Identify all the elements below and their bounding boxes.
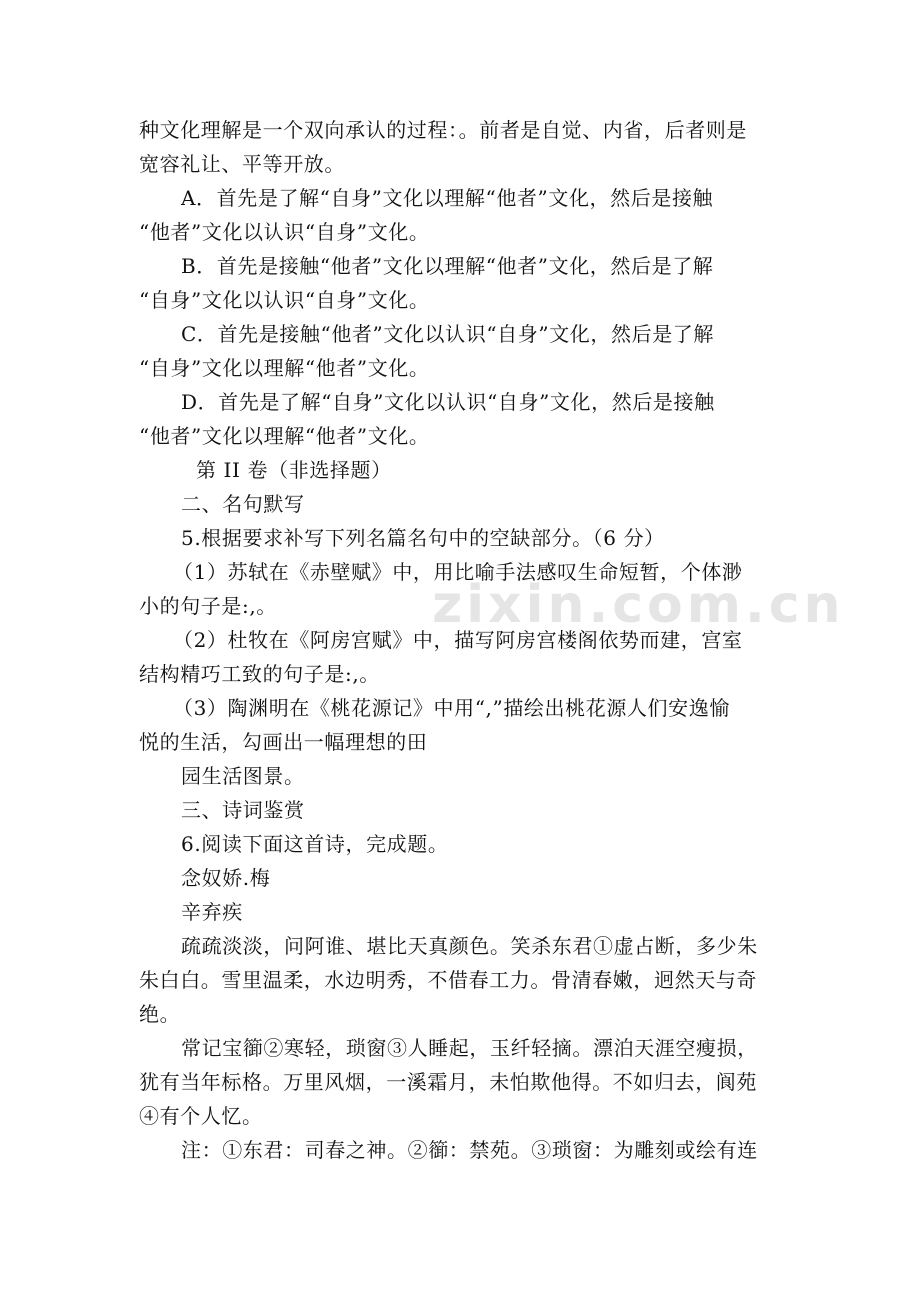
question-6: 6.阅读下面这首诗，完成题。 xyxy=(181,832,449,856)
section-heading: 二、名句默写 xyxy=(181,492,305,516)
option-b-line: B．首先是接触“他者”文化以理解“他者”文化，然后是了解 xyxy=(181,254,714,278)
poem-text: 绝。 xyxy=(139,1002,181,1026)
text-line: 结构精巧工致的句子是:,。 xyxy=(139,662,380,686)
option-a-line: A．首先是了解“自身”文化以理解“他者”文化，然后是接触 xyxy=(181,186,714,210)
question-5-2: （2）杜牧在《阿房宫赋》中，描写阿房宫楼阁依势而建，宫室 xyxy=(173,628,743,652)
poem-author: 辛弃疾 xyxy=(181,900,243,924)
text-line: 宽容礼让、平等开放。 xyxy=(139,152,345,176)
option-d-line: D．首先是了解“自身”文化以认识“自身”文化，然后是接触 xyxy=(181,390,715,414)
question-5: 5.根据要求补写下列名篇名句中的空缺部分。（6 分） xyxy=(181,526,665,550)
text-line: 园生活图景。 xyxy=(181,764,305,788)
text-line: 种文化理解是一个双向承认的过程：。前者是自觉、内省，后者则是 xyxy=(139,118,747,142)
document-body xyxy=(139,113,781,1167)
question-5-3: （3）陶渊明在《桃花源记》中用“,”描绘出桃花源人们安逸愉 xyxy=(173,696,730,720)
section-title: 第 II 卷（非选择题） xyxy=(196,458,392,482)
poem-text: 常记宝篽②寒轻，琐窗③人睡起，玉纤轻摘。漂泊天涯空瘦损， xyxy=(181,1036,758,1060)
poem-text: 朱白白。雪里温柔，水边明秀，不借春工力。骨清春嫩，迥然天与奇 xyxy=(139,968,757,992)
poem-text: 疏疏淡淡，问阿谁、堪比天真颜色。笑杀东君①虚占断，多少朱 xyxy=(181,934,758,958)
text-line: 小的句子是:,。 xyxy=(139,594,277,618)
poem-title: 念奴娇.梅 xyxy=(181,866,271,890)
text-line: 悦的生活，勾画出一幅理想的田 xyxy=(139,730,428,754)
section-heading: 三、诗词鉴赏 xyxy=(181,798,305,822)
text-line: “他者”文化以理解“他者”文化。 xyxy=(139,424,430,448)
text-line: “自身”文化以理解“他者”文化。 xyxy=(139,356,430,380)
question-5-1: （1）苏轼在《赤壁赋》中，用比喻手法感叹生命短暂，个体渺 xyxy=(173,560,743,584)
text-line: “自身”文化以认识“自身”文化。 xyxy=(139,288,430,312)
text-line: “他者”文化以认识“自身”文化。 xyxy=(139,220,430,244)
option-c-line: C．首先是接触“他者”文化以认识“自身”文化，然后是了解 xyxy=(181,322,715,346)
poem-notes: 注：①东君：司春之神。②篽：禁苑。③琐窗：为雕刻或绘有连 xyxy=(181,1138,758,1162)
poem-text: ④有个人忆。 xyxy=(139,1104,263,1128)
poem-text: 犹有当年标格。万里风烟，一溪霜月，未怕欺他得。不如归去，阆苑 xyxy=(139,1070,757,1094)
watermark: zixin.com.cn xyxy=(432,575,845,635)
